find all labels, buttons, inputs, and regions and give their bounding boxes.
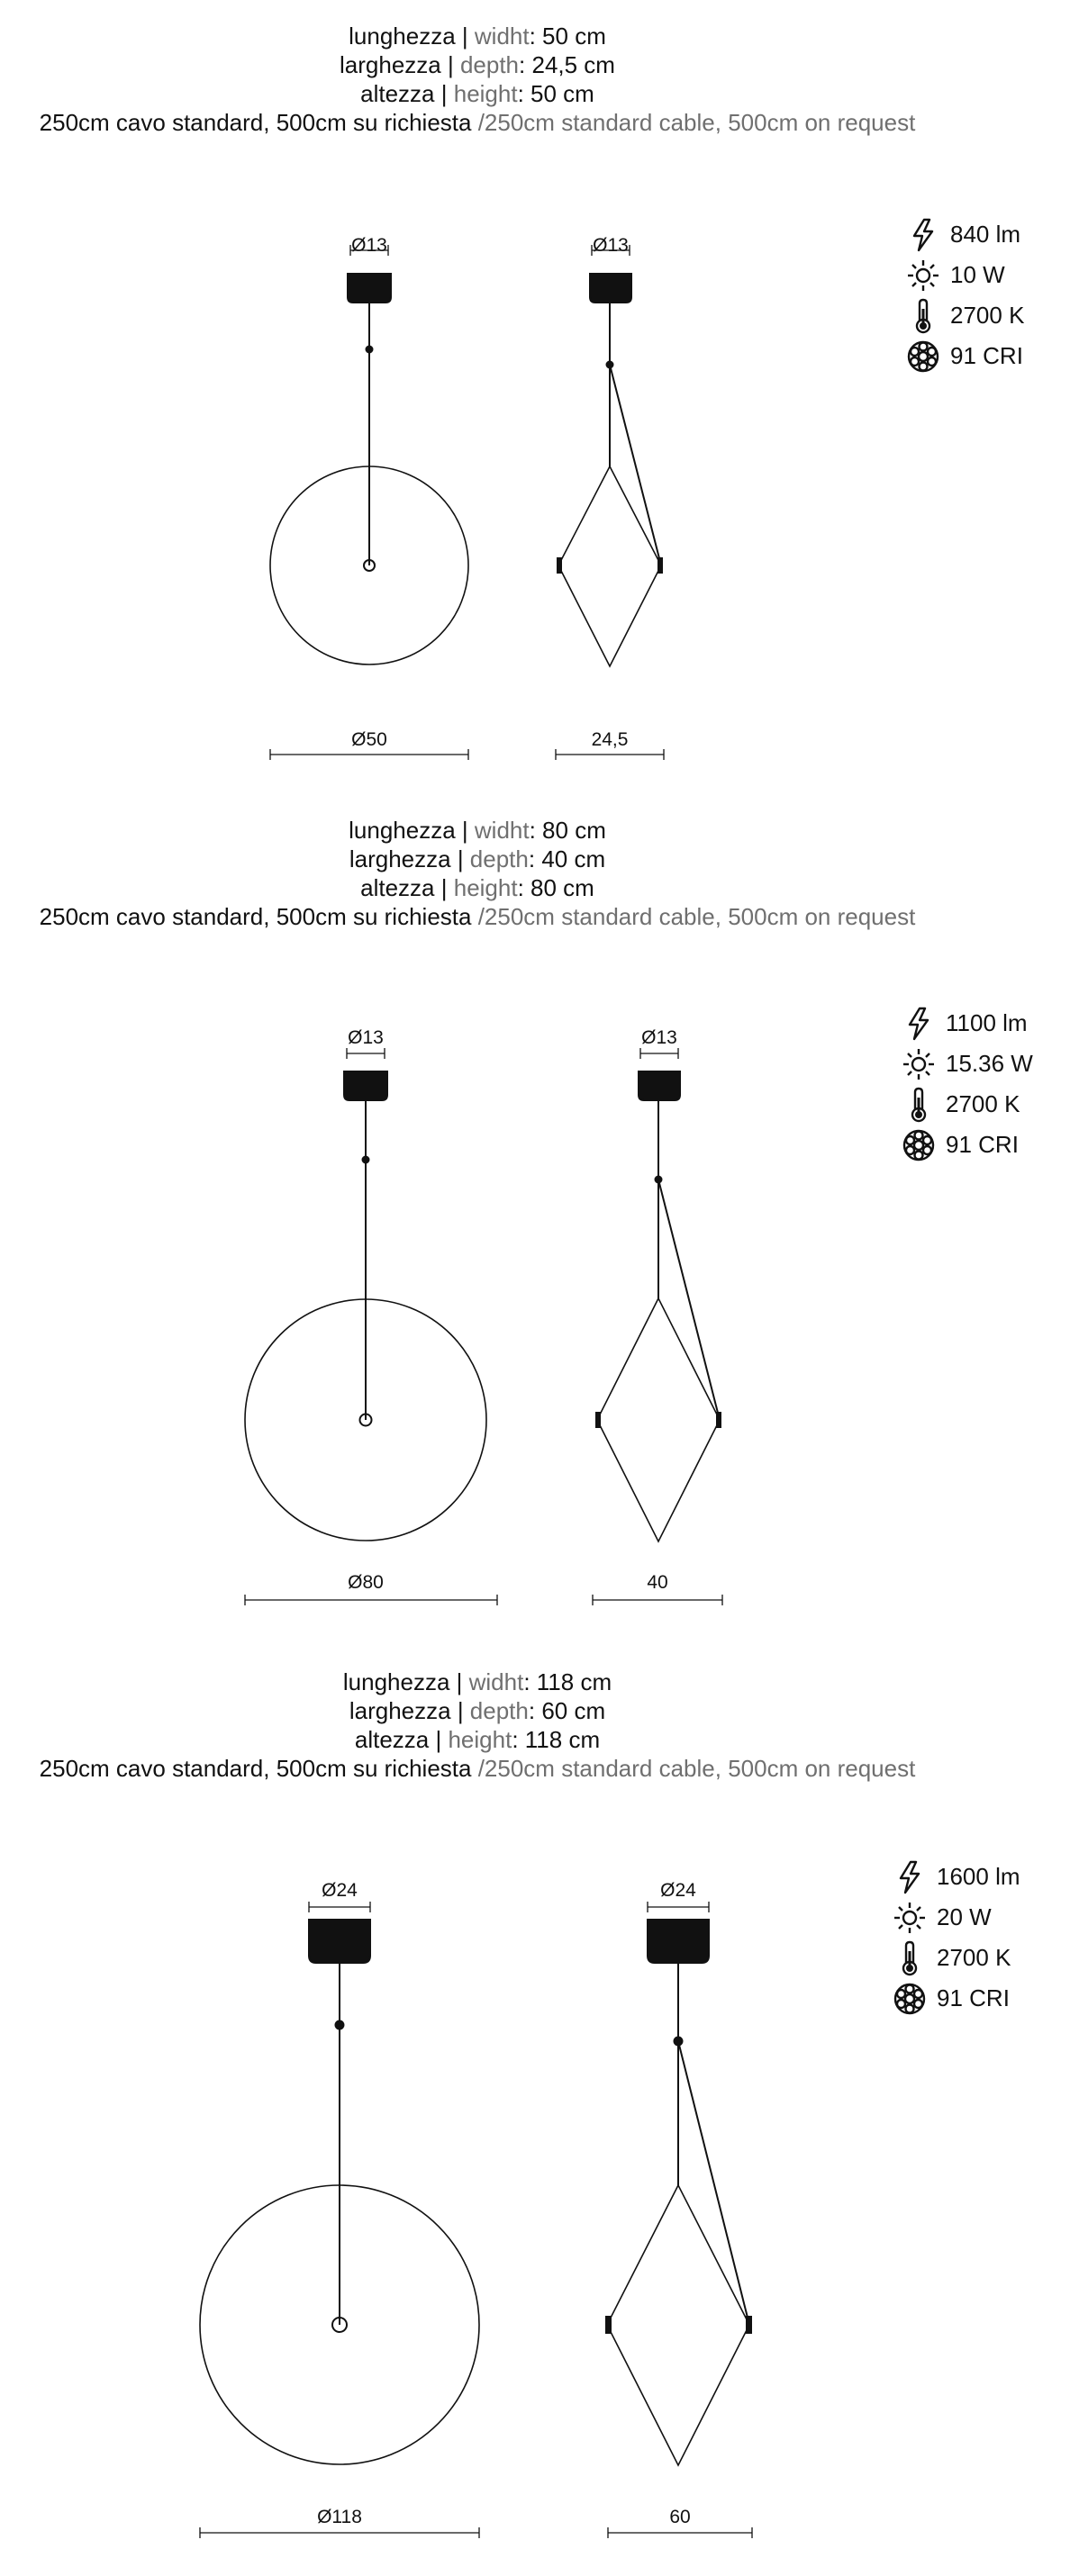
cri-icon bbox=[892, 1981, 928, 2017]
spec-height: altezza | height: 80 cm bbox=[360, 874, 594, 901]
technical-drawing bbox=[0, 792, 1070, 1648]
diameter-label: Ø50 bbox=[351, 729, 387, 750]
canopy-front-label: Ø13 bbox=[348, 1027, 384, 1048]
feature-cri: 91 CRI bbox=[901, 1125, 1033, 1165]
cri-icon bbox=[905, 339, 941, 375]
canopy-side-label: Ø13 bbox=[641, 1027, 677, 1048]
sun-icon bbox=[901, 1046, 937, 1082]
feature-kelvin: 2700 K bbox=[892, 1938, 1020, 1978]
diameter-label: Ø118 bbox=[317, 2507, 362, 2527]
spec-height: altezza | height: 50 cm bbox=[360, 80, 594, 107]
spec-cable: 250cm cavo standard, 500cm su richiesta /250cm standard cable, 500cm on request bbox=[39, 1755, 916, 1782]
spec-length: lunghezza | widht: 118 cm bbox=[342, 1668, 612, 1695]
product-section-2 bbox=[0, 792, 1070, 1648]
spec-width: larghezza | depth: 60 cm bbox=[349, 1697, 606, 1724]
technical-drawing bbox=[0, 0, 1070, 792]
feature-lumen: 1600 lm bbox=[892, 1857, 1020, 1897]
product-section-1 bbox=[0, 0, 1070, 792]
feature-kelvin: 2700 K bbox=[905, 295, 1024, 336]
feature-cri: 91 CRI bbox=[905, 336, 1024, 376]
canopy-front-label: Ø24 bbox=[322, 1880, 358, 1901]
feature-list bbox=[901, 1003, 1033, 1165]
canopy-side-label: Ø13 bbox=[593, 235, 629, 256]
diameter-label: Ø80 bbox=[348, 1572, 384, 1593]
spec-cable: 250cm cavo standard, 500cm su richiesta /250cm standard cable, 500cm on request bbox=[39, 109, 916, 136]
lightning-icon bbox=[901, 1006, 937, 1042]
spec-length: lunghezza | widht: 50 cm bbox=[349, 23, 606, 50]
sun-icon bbox=[905, 258, 941, 294]
canopy-side-label: Ø24 bbox=[660, 1880, 696, 1901]
cri-icon bbox=[901, 1127, 937, 1163]
depth-label: 24,5 bbox=[591, 729, 629, 750]
feature-list bbox=[905, 214, 1024, 376]
thermometer-icon bbox=[901, 1087, 937, 1123]
thermometer-icon bbox=[905, 298, 941, 334]
spec-width: larghezza | depth: 24,5 cm bbox=[340, 51, 615, 78]
thermometer-icon bbox=[892, 1940, 928, 1976]
lightning-icon bbox=[905, 217, 941, 253]
feature-lumen: 1100 lm bbox=[901, 1003, 1033, 1044]
spec-length: lunghezza | widht: 80 cm bbox=[349, 817, 606, 844]
technical-drawing bbox=[0, 1648, 1070, 2576]
lightning-icon bbox=[892, 1859, 928, 1895]
feature-kelvin: 2700 K bbox=[901, 1084, 1033, 1125]
feature-watt: 15.36 W bbox=[901, 1044, 1033, 1084]
feature-list bbox=[892, 1857, 1020, 2019]
spec-cable: 250cm cavo standard, 500cm su richiesta /250cm standard cable, 500cm on request bbox=[39, 903, 916, 930]
product-section-3 bbox=[0, 1648, 1070, 2576]
canopy-front-label: Ø13 bbox=[351, 235, 387, 256]
feature-lumen: 840 lm bbox=[905, 214, 1024, 255]
spec-width: larghezza | depth: 40 cm bbox=[349, 845, 606, 872]
feature-watt: 20 W bbox=[892, 1897, 1020, 1938]
sun-icon bbox=[892, 1900, 928, 1936]
spec-height: altezza | height: 118 cm bbox=[354, 1726, 601, 1753]
feature-watt: 10 W bbox=[905, 255, 1024, 295]
feature-cri: 91 CRI bbox=[892, 1978, 1020, 2019]
depth-label: 60 bbox=[669, 2507, 691, 2527]
depth-label: 40 bbox=[647, 1572, 668, 1593]
